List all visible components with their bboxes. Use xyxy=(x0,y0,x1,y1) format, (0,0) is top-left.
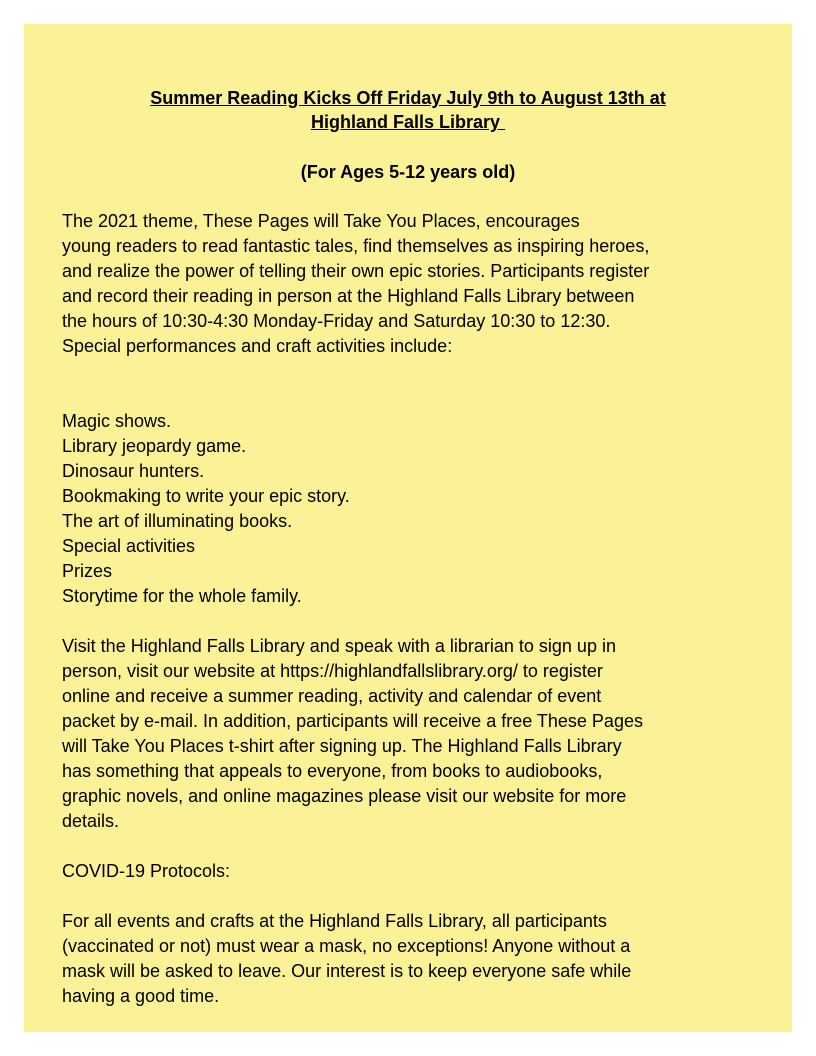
intro-line: and realize the power of telling their own epic stories. Participants register xyxy=(62,261,650,281)
visit-line: Visit the Highland Falls Library and speak with a librarian to sign up in xyxy=(62,636,616,656)
activities-list xyxy=(62,409,762,609)
intro-line: and record their reading in person at the Highland Falls Library between xyxy=(62,286,635,306)
visit-line: will Take You Places t-shirt after signing up. The Highland Falls Library xyxy=(62,736,622,756)
activity-item: Magic shows. xyxy=(62,411,172,431)
covid-line: For all events and crafts at the Highland Falls Library, all participants xyxy=(62,911,607,931)
visit-line: details. xyxy=(62,811,120,831)
covid-line: mask will be asked to leave. Our interest is to keep everyone safe while xyxy=(62,961,632,981)
activity-item: Prizes xyxy=(62,561,113,581)
covid-line: having a good time. xyxy=(62,986,220,1006)
visit-line: has something that appeals to everyone, from books to audiobooks, xyxy=(62,761,603,781)
visit-line: graphic novels, and online magazines please visit our website for more xyxy=(62,786,627,806)
activity-item: The art of illuminating books. xyxy=(62,511,293,531)
visit-line: person, visit our website at https://highlandfallslibrary.org/ to register xyxy=(62,661,603,681)
intro-line: Special performances and craft activities include: xyxy=(62,336,453,356)
activity-item: Storytime for the whole family. xyxy=(62,586,302,606)
covid-line: (vaccinated or not) must wear a mask, no exceptions! Anyone without a xyxy=(62,936,631,956)
visit-line: packet by e-mail. In addition, participants will receive a free These Pages xyxy=(62,711,643,731)
flyer-panel xyxy=(24,24,792,1032)
intro-line: The 2021 theme, These Pages will Take You Places, encourages xyxy=(62,211,580,231)
activity-item: Dinosaur hunters. xyxy=(62,461,205,481)
flyer-title-line-1: Summer Reading Kicks Off Friday July 9th to August 13th at xyxy=(150,88,666,108)
activity-item: Bookmaking to write your epic story. xyxy=(62,486,350,506)
visit-line: online and receive a summer reading, activity and calendar of event xyxy=(62,686,602,706)
age-range-subtitle: (For Ages 5-12 years old) xyxy=(300,162,516,182)
activity-item: Library jeopardy game. xyxy=(62,436,247,456)
intro-line: young readers to read fantastic tales, find themselves as inspiring heroes, xyxy=(62,236,650,256)
intro-paragraph xyxy=(62,209,762,359)
activity-item: Special activities xyxy=(62,536,196,556)
covid-paragraph xyxy=(62,909,762,1009)
intro-line: the hours of 10:30-4:30 Monday-Friday and Saturday 10:30 to 12:30. xyxy=(62,311,611,331)
covid-heading: COVID-19 Protocols: xyxy=(62,861,231,881)
visit-paragraph xyxy=(62,634,762,834)
flyer-title-line-2: Highland Falls Library xyxy=(310,112,506,132)
